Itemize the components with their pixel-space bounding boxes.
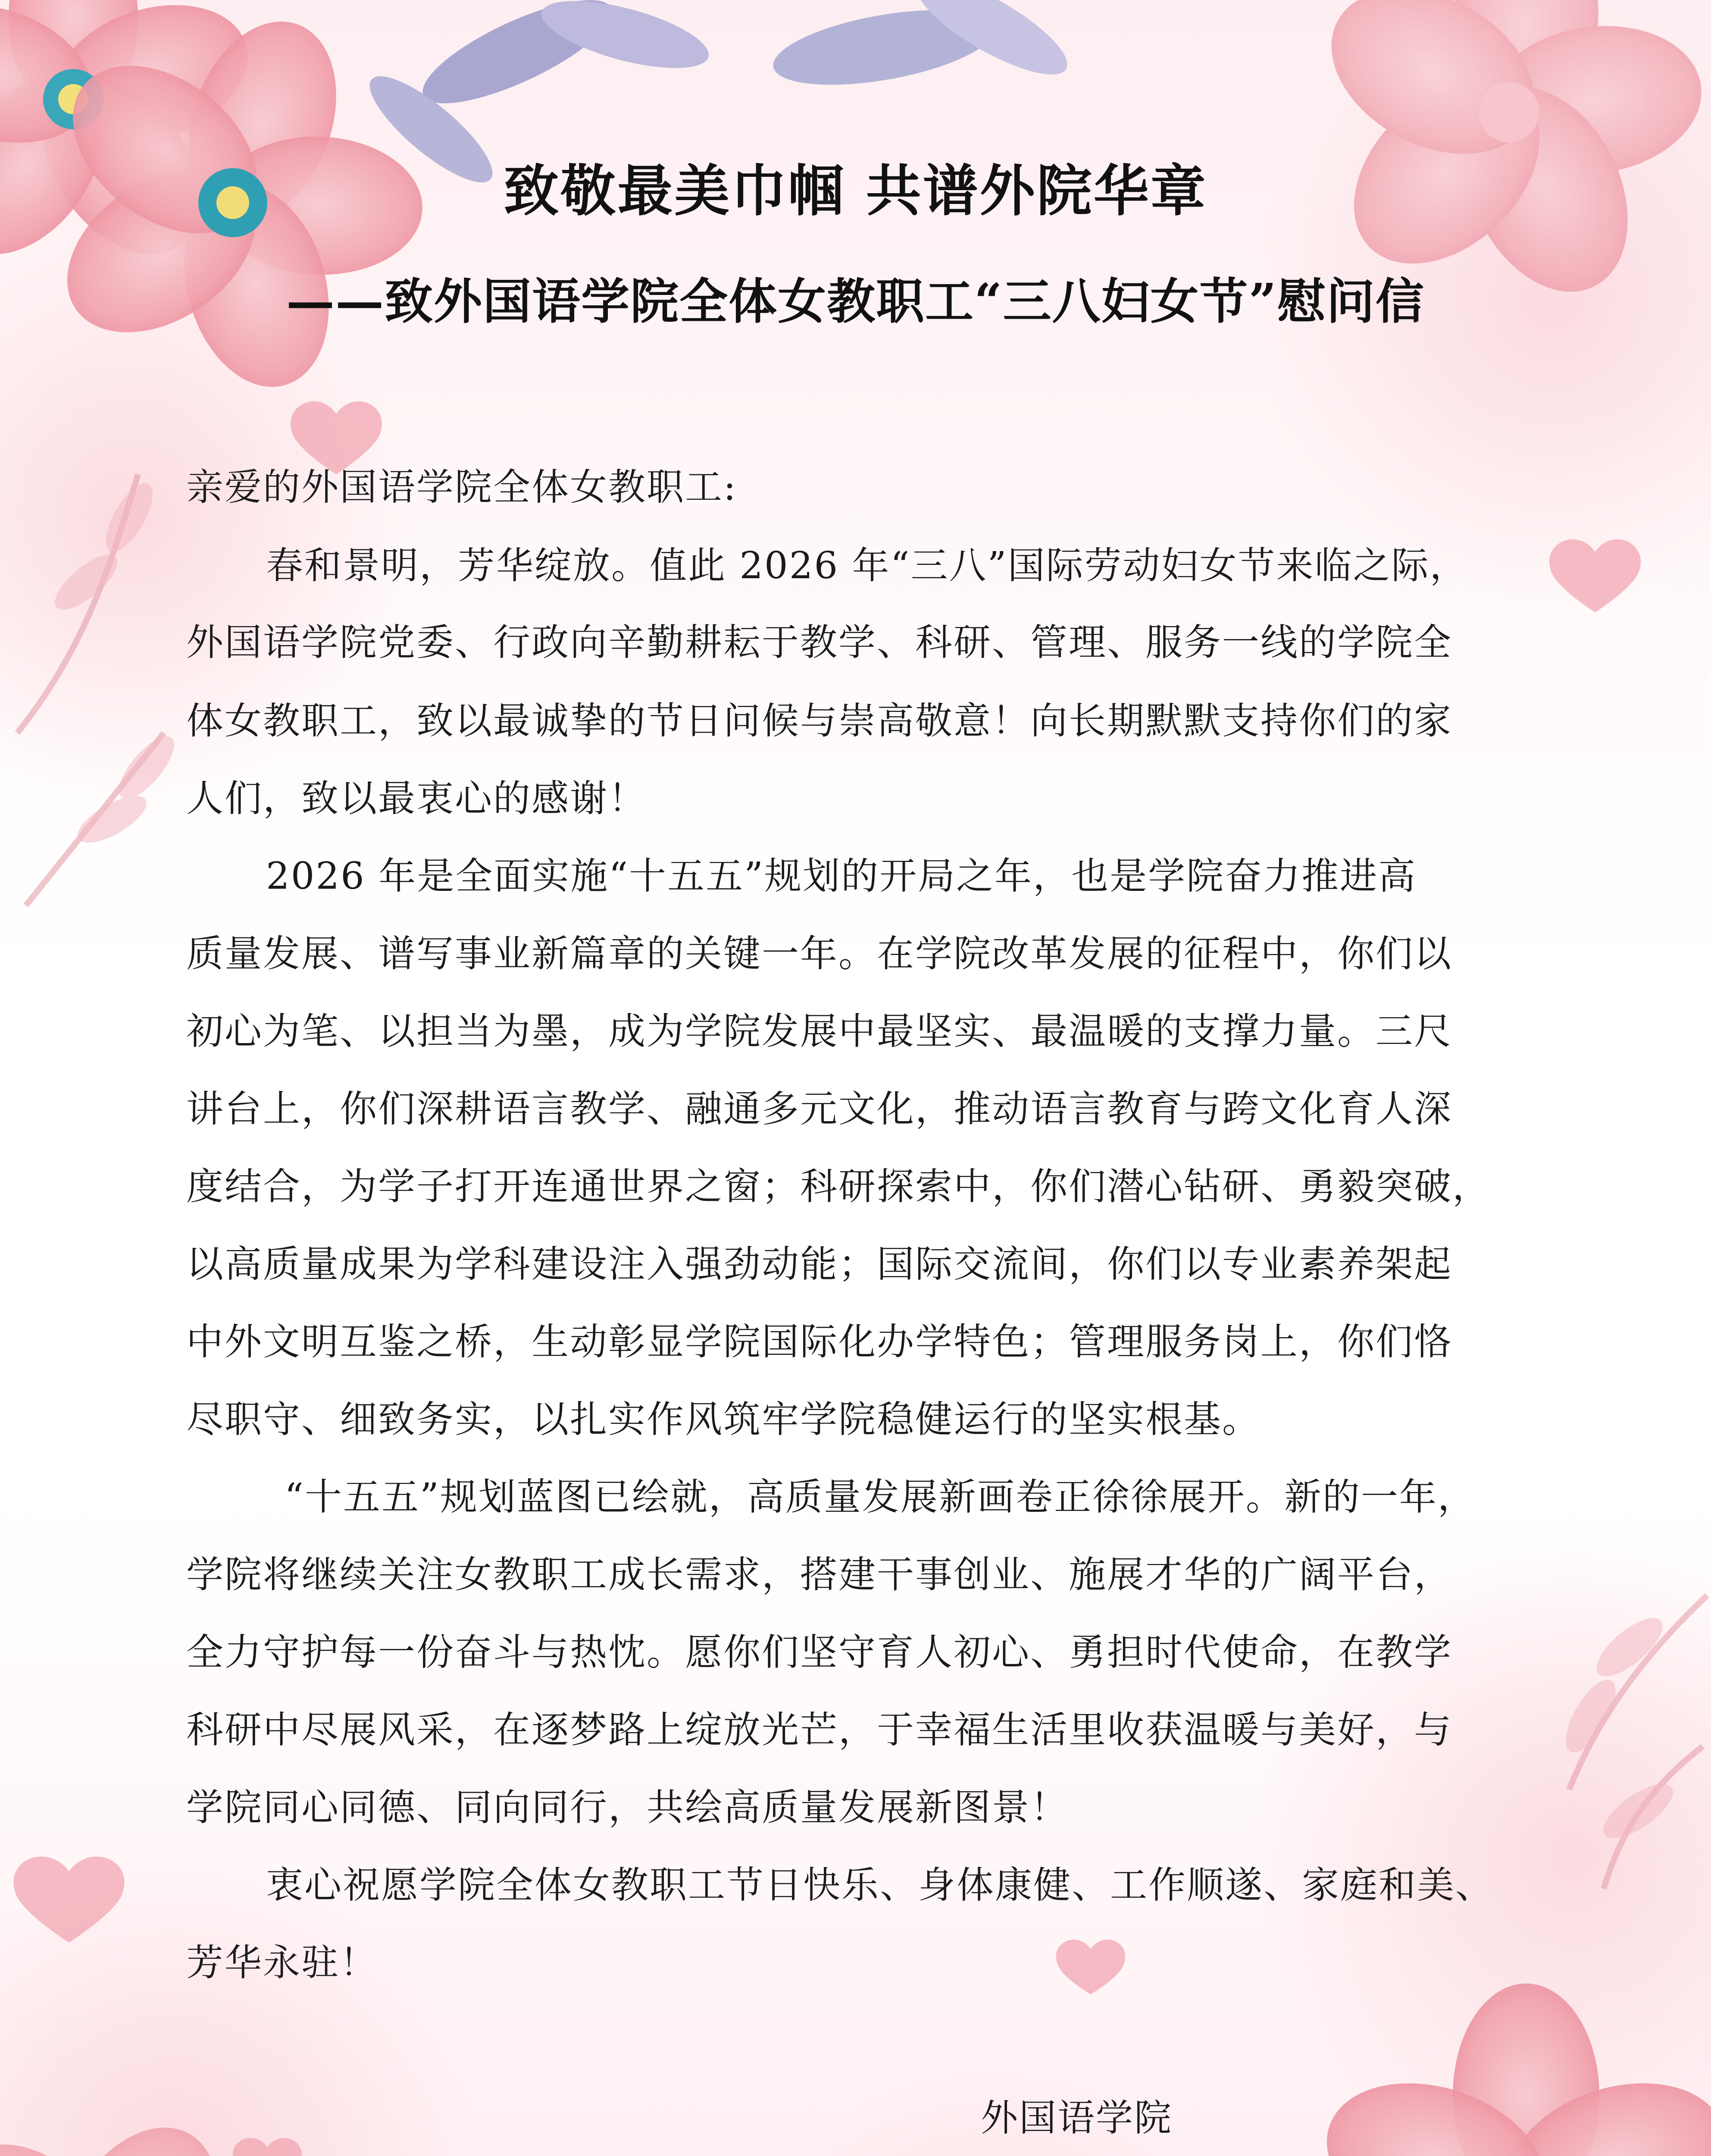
body-line: 讲台上，你们深耕语言教学、融通多元文化，推动语言教育与跨文化育人深 xyxy=(186,1087,1452,1131)
body-line: “十五五”规划蓝图已绘就，高质量发展新画卷正徐徐展开。新的一年， xyxy=(285,1476,1476,1519)
body-line: 以高质量成果为学科建设注入强劲动能；国际交流间，你们以专业素养架起 xyxy=(186,1243,1452,1286)
body-line: 2026 年是全面实施“十五五”规划的开局之年，也是学院奋力推进高 xyxy=(266,855,1417,898)
body-line: 尽职守、细致务实，以扎实作风筑牢学院稳健运行的坚实根基。 xyxy=(186,1398,1261,1441)
signature: 外国语学院 xyxy=(981,2096,1173,2140)
body-line: 学院同心同德、同向同行，共绘高质量发展新图景！ xyxy=(186,1786,1069,1829)
letter-subtitle: ——致外国语学院全体女教职工“三八妇女节”慰问信 xyxy=(286,273,1425,330)
body-line: 春和景明，芳华绽放。值此 2026 年“三八”国际劳动妇女节来临之际， xyxy=(266,544,1468,587)
body-line: 全力守护每一份奋斗与热忱。愿你们坚守育人初心、勇担时代使命，在教学 xyxy=(186,1631,1452,1674)
body-line: 质量发展、谱写事业新篇章的关键一年。在学院改革发展的征程中，你们以 xyxy=(186,932,1452,975)
body-line: 中外文明互鉴之桥，生动彰显学院国际化办学特色；管理服务岗上，你们恪 xyxy=(186,1320,1452,1363)
letter-title: 致敬最美巾帼 共谱外院华章 xyxy=(504,159,1207,223)
salutation: 亲爱的外国语学院全体女教职工: xyxy=(186,466,737,509)
body-line: 初心为笔、以担当为墨，成为学院发展中最坚实、最温暖的支撑力量。三尺 xyxy=(186,1010,1452,1053)
body-line: 体女教职工，致以最诚挚的节日问候与崇高敬意！向长期默默支持你们的家 xyxy=(186,699,1452,743)
body-line: 衷心祝愿学院全体女教职工节日快乐、身体康健、工作顺遂、家庭和美、 xyxy=(266,1864,1494,1907)
body-line: 外国语学院党委、行政向辛勤耕耘于教学、科研、管理、服务一线的学院全 xyxy=(186,621,1452,664)
body-line: 芳华永驻！ xyxy=(186,1941,378,1984)
body-line: 科研中尽展风采，在逐梦路上绽放光芒，于幸福生活里收获温暖与美好，与 xyxy=(186,1708,1452,1752)
body-line: 人们，致以最衷心的感谢！ xyxy=(186,777,647,820)
body-line: 度结合，为学子打开连通世界之窗；科研探索中，你们潜心钻研、勇毅突破， xyxy=(186,1165,1491,1208)
body-line: 学院将继续关注女教职工成长需求，搭建干事创业、施展才华的广阔平台， xyxy=(186,1553,1452,1596)
